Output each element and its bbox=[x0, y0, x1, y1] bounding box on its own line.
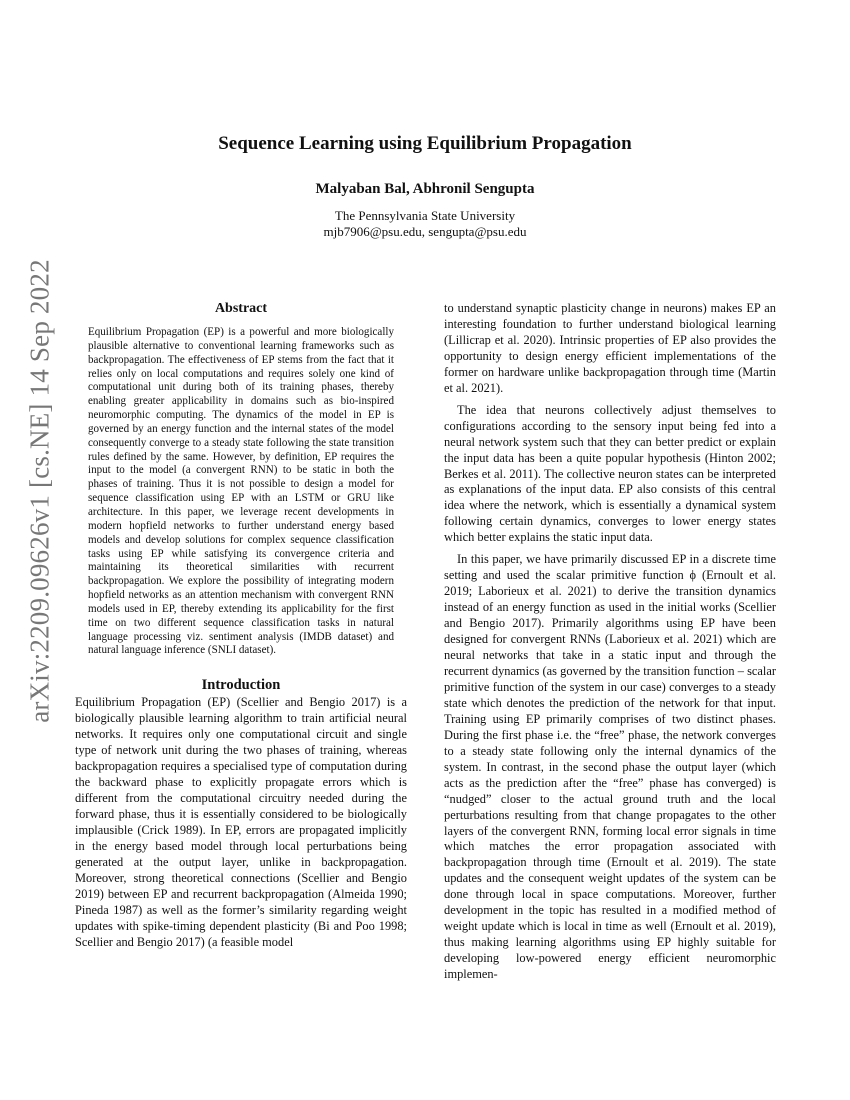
author-names: Malyaban Bal, Abhronil Sengupta bbox=[315, 181, 535, 197]
abstract-text: Equilibrium Propagation (EP) is a powerful and more biologically plausible alternative to conventional learning frameworks such as backpropagation. The effectiveness of EP stems from the fact that it relies only on local computations and requires solely one kind of computational unit during both of its training phases, thereby enabling greater applicability in domains such as bio-inspired neuromorphic computing. The dynamics of the model in EP is governed by an energy function and the internal states of the model consequently converge to a steady state following the state transition rules defined by the same. However, by definition, EP requires the input to the model (a convergent RNN) to be static in both the phases of training. Thus it is not possible to design a model for sequence classification using EP with an LSTM or GRU like architecture. In this paper, we leverage recent developments in modern hopfield networks to further understand energy based models and develop solutions for complex sequence classification tasks using EP while satisfying its convergence criteria and maintaining its theoretical similarities with recurrent backpropagation. We explore the possibility of integrating modern hopfield networks as an attention mechanism with convergent RNN models used in EP, thereby extending its applicability for the first time on two different sequence classification tasks in natural language processing viz. sentiment analysis (IMDB dataset) and natural language inference (SNLI dataset). bbox=[88, 326, 394, 657]
arxiv-sidebar bbox=[20, 259, 60, 723]
intro-paragraph-3: In this paper, we have primarily discussed EP in a discrete time setting and used the scalar primitive function ϕ (Ernoult et al. 2019; Laborieux et al. 2021) to derive the transition dynamics instead of an energy function as used in the initial works (Scellier and Bengio 2017). Primarily algorithms using EP have been designed for convergent RNNs (Laborieux et al. 2021) which are neural networks that take in a static input and through the recurrent dynamics (as governed by the transition function – scalar primitive function of the system in our case) converges to a steady state which denotes the prediction of the network for that input. Training using EP primarily comprises of two distinct phases. During the first phase i.e. the “free” phase, the network converges to a steady state following only the internal dynamics of the system. In contrast, in the second phase the output layer (which acts as the prediction after the “free” phase has converged) is “nudged” closer to the actual ground truth and the local perturbations resulting from that change propagates to the other layers of the convergent RNN, forming local error signals in time which matches the error propagation associated with backpropagation through time (Ernoult et al. 2019). The state updates and the consequent weight updates of the system can be done through local in space computations. Moreover, further development in the topic has resulted in a modified method of weight update which is local in time as well (Ernoult et al. 2019), thus making learning algorithms using EP highly suitable for developing low-powered energy efficient neuromorphic implemen- bbox=[444, 552, 776, 982]
abstract-section bbox=[75, 301, 407, 658]
right-column bbox=[444, 301, 776, 983]
intro-paragraph-1-continued: to understand synaptic plasticity change in neurons) makes EP an interesting foundation to further understand biological learning (Lillicrap et al. 2020). Intrinsic properties of EP also provides the opportunity to design energy efficient implementations of the former on hardware unlike backpropagation through time (Martin et al. 2021). bbox=[444, 301, 776, 395]
abstract-heading: Abstract bbox=[214, 301, 268, 316]
author-emails: mjb7906@psu.edu, sengupta@psu.edu bbox=[323, 224, 527, 239]
introduction-heading: Introduction bbox=[201, 677, 281, 694]
paper-title: Sequence Learning using Equilibrium Propagation bbox=[218, 133, 632, 154]
intro-paragraph-2: The idea that neurons collectively adjust themselves to configurations according to the sensory input being fed into a neural network system such that they can better predict or explain the input data has been a quite popular hypothesis (Hinton 2002; Berkes et al. 2011). The collective neuron states can be interpreted as explanations of the input data. EP also consists of this central idea where the network, which is essentially a dynamical system following certain dynamics, converges to lower energy states which better explains the static input data. bbox=[444, 402, 776, 545]
affiliation: The Pennsylvania State University bbox=[334, 208, 516, 223]
intro-paragraph-1: Equilibrium Propagation (EP) (Scellier and Bengio 2017) is a biologically plausible learning algorithm to train artificial neural networks. It requires only one computational circuit and single type of network unit during the two phases of training, whereas backpropagation requires a specialised type of computation during the backward phase to explicitly propagate errors which is different from the computational circuitry needed during the forward phase, thus it is essentially considered to be biologically implausible (Crick 1989). In EP, errors are propagated implicitly in the energy based model through local perturbations being generated at the output layer, unlike in backpropagation. Moreover, strong theoretical connections (Scellier and Bengio 2019) between EP and recurrent backpropagation (Almeida 1990; Pineda 1987) as well as the former’s similarity regarding weight updates with spike-timing dependent plasticity (Bi and Poo 1998; Scellier and Bengio 2017) (a feasible model bbox=[75, 695, 407, 949]
left-column bbox=[75, 301, 407, 951]
arxiv-identifier: arXiv:2209.09626v1 [cs.NE] 14 Sep 2022 bbox=[24, 259, 55, 723]
